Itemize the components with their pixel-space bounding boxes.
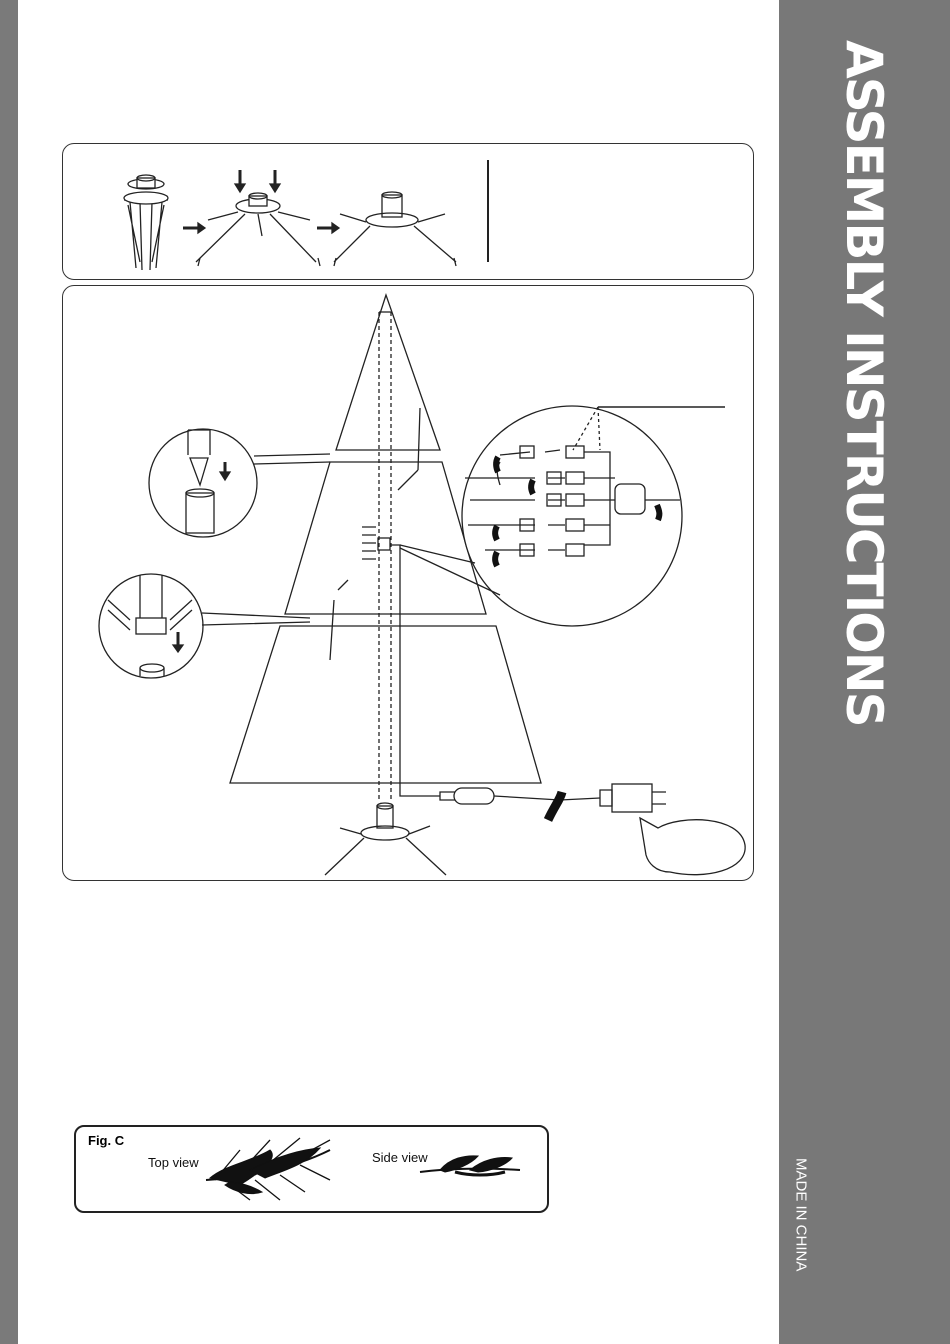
branch-side-view-illustration (420, 1156, 520, 1175)
power-adapter-illustration (600, 784, 666, 812)
joint-detail-circle-1 (149, 429, 330, 537)
side-view-label: Side view (372, 1150, 428, 1165)
stand-open-illustration (334, 192, 456, 266)
joint-detail-circle-2 (99, 574, 310, 678)
sidebar-footer: MADE IN CHINA (792, 1158, 810, 1272)
branch-top-view-illustration (206, 1138, 330, 1200)
wiring-detail-circle (400, 406, 725, 626)
tree-stand-illustration (325, 803, 446, 875)
stand-folded-illustration (124, 175, 168, 270)
top-view-label: Top view (148, 1155, 199, 1170)
figure-c-label: Fig. C (88, 1133, 125, 1148)
sidebar-title: ASSEMBLY INSTRUCTIONS (835, 40, 893, 726)
callout-bubble (640, 818, 745, 875)
stand-unfolding-illustration (196, 170, 320, 266)
